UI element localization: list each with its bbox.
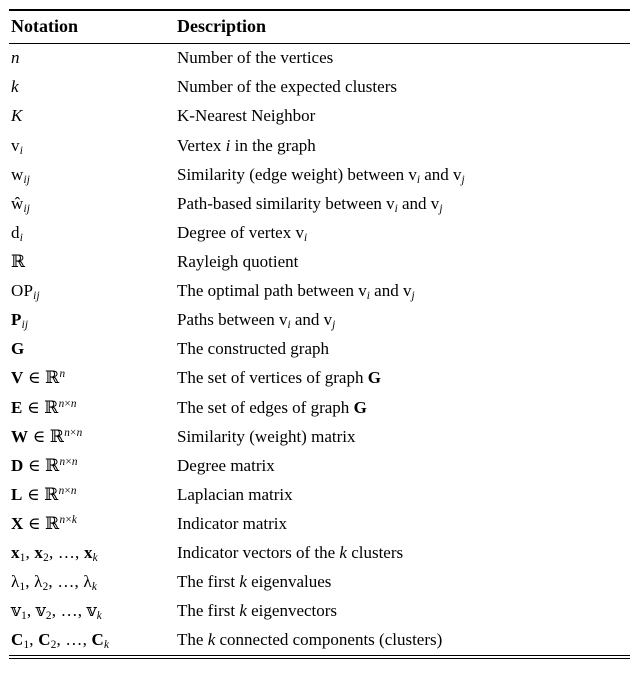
description-cell: The constructed graph bbox=[177, 339, 329, 359]
notation-cell: L ∈ ℝ$^{n\times n}$ bbox=[11, 484, 77, 504]
notation-cell: K bbox=[11, 106, 23, 126]
notation-cell: $C_1$, $C_2$, …, $C_k$ bbox=[11, 630, 110, 652]
table-row bbox=[9, 248, 630, 277]
table-row bbox=[9, 219, 630, 248]
table-row bbox=[9, 277, 630, 306]
table-row bbox=[9, 481, 630, 510]
description-cell: The set of edges of graph G bbox=[177, 397, 367, 417]
notation-cell: 𝕧$_1$, 𝕧$_2$, …, 𝕧$_k$ bbox=[11, 601, 102, 623]
notation-cell: $v_i$ bbox=[11, 135, 24, 157]
notation-table bbox=[9, 9, 630, 655]
description-cell: Similarity (weight) matrix bbox=[177, 426, 356, 446]
notation-cell: k bbox=[11, 77, 19, 97]
bottom-rule bbox=[9, 655, 630, 659]
table-row bbox=[9, 190, 630, 219]
notation-cell: n bbox=[11, 48, 20, 68]
table-header-row bbox=[9, 10, 630, 44]
notation-cell: D ∈ ℝ$^{n\times n}$ bbox=[11, 455, 78, 475]
table-row bbox=[9, 102, 630, 131]
table-row bbox=[9, 422, 630, 451]
table-row bbox=[9, 73, 630, 102]
notation-cell: $d_i$ bbox=[11, 222, 24, 244]
description-cell: Degree matrix bbox=[177, 455, 275, 475]
table-row bbox=[9, 568, 630, 597]
description-cell: The first k eigenvectors bbox=[177, 601, 338, 621]
description-cell: Number of the vertices bbox=[177, 48, 334, 68]
description-cell: Indicator vectors of the k clusters bbox=[177, 543, 404, 563]
table-row bbox=[9, 539, 630, 568]
table-row bbox=[9, 393, 630, 422]
notation-cell: $x_1$, $x_2$, …, $x_k$ bbox=[11, 543, 98, 564]
column-header-description: Description bbox=[175, 10, 630, 44]
table-row bbox=[9, 364, 630, 393]
table-body bbox=[9, 44, 630, 656]
description-cell: Vertex i in the graph bbox=[177, 135, 316, 155]
table-row bbox=[9, 44, 630, 74]
description-cell: The first k eigenvalues bbox=[177, 572, 332, 592]
notation-cell: $\lambda_1$, $\lambda_2$, …, $\lambda_k$ bbox=[11, 572, 98, 593]
description-cell: Paths between $v_i$ and $v_j$ bbox=[177, 310, 336, 331]
notation-cell: $OP_{ij}$ bbox=[11, 281, 40, 302]
column-header-notation: Notation bbox=[9, 10, 175, 44]
description-cell: Number of the expected clusters bbox=[177, 77, 397, 97]
notation-cell: ℝ bbox=[11, 251, 26, 271]
notation-cell: G bbox=[11, 339, 25, 359]
description-cell: Laplacian matrix bbox=[177, 484, 293, 504]
description-cell: K-Nearest Neighbor bbox=[177, 106, 316, 126]
description-cell: Indicator matrix bbox=[177, 513, 287, 533]
table-row bbox=[9, 626, 630, 655]
description-cell: Similarity (edge weight) between $v_i$ and $v_j$ bbox=[177, 164, 465, 186]
notation-cell: W ∈ ℝ$^{n\times n}$ bbox=[11, 426, 83, 446]
notation-cell: $ŵ_{ij}$ bbox=[11, 193, 31, 215]
table-row bbox=[9, 335, 630, 364]
description-cell: The set of vertices of graph G bbox=[177, 368, 381, 388]
notation-cell: X ∈ ℝ$^{n\times k}$ bbox=[11, 513, 78, 533]
notation-cell: $w_{ij}$ bbox=[11, 164, 31, 186]
table-row bbox=[9, 131, 630, 160]
description-cell: Rayleigh quotient bbox=[177, 251, 299, 271]
table-row bbox=[9, 160, 630, 189]
description-cell: Degree of vertex $v_i$ bbox=[177, 222, 308, 244]
table-row bbox=[9, 452, 630, 481]
notation-cell: $P_{ij}$ bbox=[11, 310, 29, 331]
table-row bbox=[9, 306, 630, 335]
table-row bbox=[9, 597, 630, 626]
notation-cell: E ∈ ℝ$^{n\times n}$ bbox=[11, 397, 77, 417]
notation-cell: V ∈ ℝ$^n$ bbox=[11, 368, 66, 388]
bottom-rule-second-line bbox=[9, 658, 630, 659]
table-row bbox=[9, 510, 630, 539]
description-cell: The k connected components (clusters) bbox=[177, 630, 443, 650]
description-cell: Path-based similarity between $v_i$ and $v_j$ bbox=[177, 193, 443, 215]
description-cell: The optimal path between $v_i$ and $v_j$ bbox=[177, 281, 415, 302]
